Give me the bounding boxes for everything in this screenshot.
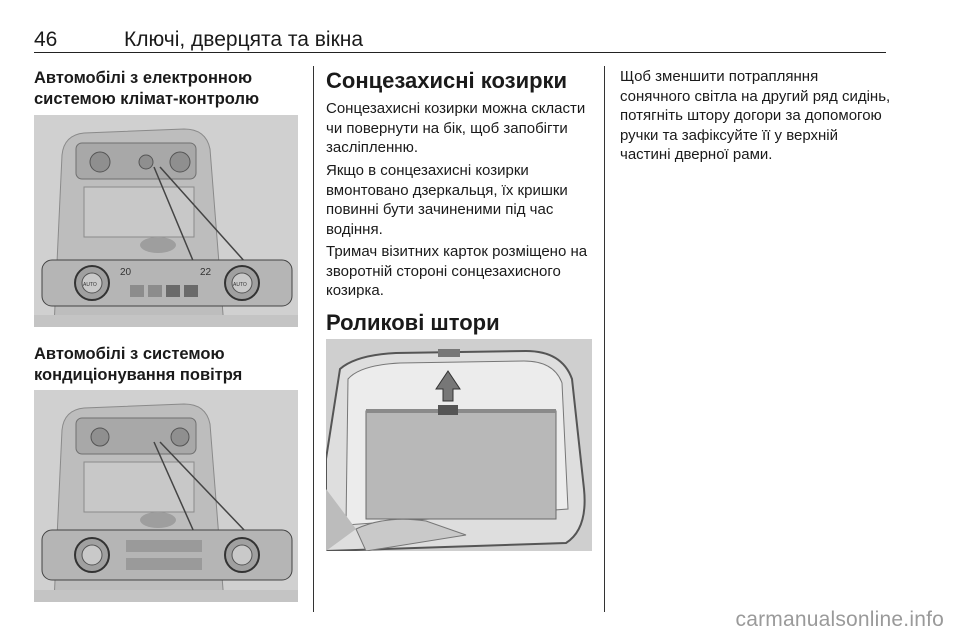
section-title-roller-blinds: Роликові штори (326, 310, 500, 335)
auto-right-label: AUTO (233, 282, 247, 288)
roller-blind-illustration (326, 339, 592, 551)
paragraph-vanity-mirrors: Якщо в сонцезахисні козирки вмонтовано дзеркальця, їх кришки повинні бути зачиненими під час водіння. (326, 162, 568, 238)
chapter-title: Ключі, дверцята та вікна (124, 28, 364, 51)
figure-roller-blind (326, 339, 592, 551)
header-rule (34, 52, 886, 53)
paragraph-card-holder: Тримач візитних карток розміщено на зворотній стороні сонцезахисного козирка. (326, 243, 588, 299)
page-header (34, 28, 886, 54)
watermark: carmanualsonline.info (735, 608, 944, 631)
paragraph-roller-blind-usage: Щоб зменшити потрапляння сонячного світла на другий ряд сидінь, потягніть штору догори за допомогою ручки та зафіксуйте її у верхній частині дверної рами. (620, 68, 891, 163)
column-divider-1 (313, 66, 314, 612)
figure-air-conditioning (34, 390, 298, 602)
section-title-sun-visors: Сонцезахисні козирки (326, 68, 568, 93)
section-heading-electronic-climate: Автомобілі з електронною системою клімат-контролю (34, 69, 260, 108)
page-number: 46 (34, 28, 58, 51)
column-divider-2 (604, 66, 605, 612)
figure-climate-control (34, 115, 298, 327)
temp-left-label: 20 (120, 267, 132, 278)
temp-right-label: 22 (200, 267, 212, 278)
air-conditioning-illustration (34, 390, 298, 602)
climate-control-illustration (34, 115, 298, 327)
auto-left-label: AUTO (83, 282, 97, 288)
paragraph-sun-visors-fold: Сонцезахисні козирки можна скласти чи повернути на бік, щоб запобігти засліпленню. (326, 100, 586, 156)
section-heading-air-conditioning: Автомобілі з системою кондиціонування повітря (34, 345, 243, 384)
